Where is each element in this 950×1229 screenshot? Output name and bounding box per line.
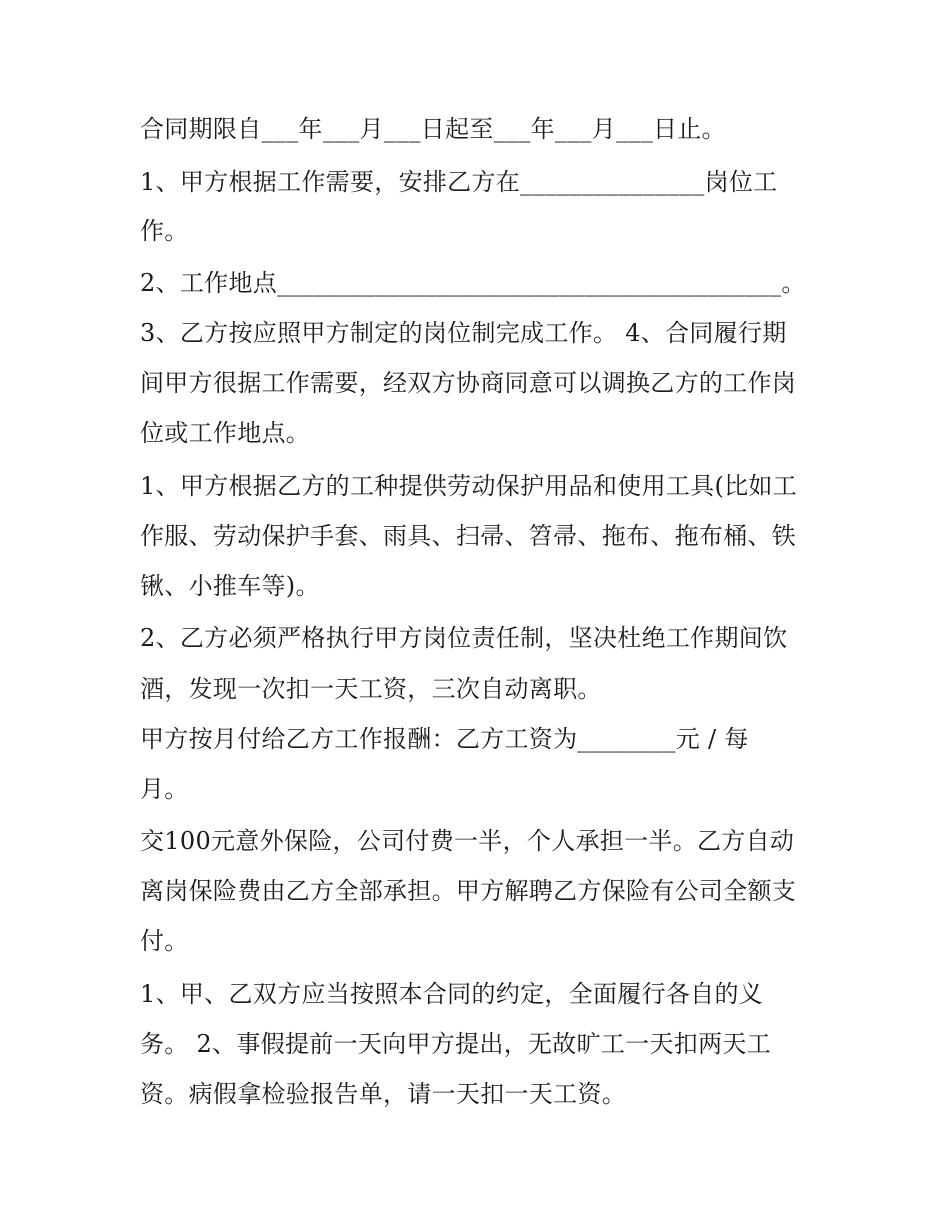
text-line: 1、甲方根据工作需要，安排乙方在_______________岗位工 xyxy=(140,168,778,196)
text-line: 作。 xyxy=(140,217,189,245)
text-line: 酒，发现一次扣一天工资，三次自动离职。 xyxy=(140,675,602,703)
text-line: 离岗保险费由乙方全部承担。甲方解聘乙方保险有公司全额支 xyxy=(140,877,797,905)
text-line: 位或工作地点。 xyxy=(140,419,311,447)
text-line: 间甲方很据工作需要，经双方协商同意可以调换乙方的工作岗 xyxy=(140,369,797,397)
contract-term-line: 合同期限自___年___月___日起至___年___月___日止。 xyxy=(140,115,726,143)
text-line: 付。 xyxy=(140,927,189,955)
text-line: 资。病假拿检验报告单，请一天扣一天工资。 xyxy=(140,1080,626,1108)
text-line: 2、乙方必须严格执行甲方岗位责任制，坚决杜绝工作期间饮 xyxy=(140,624,788,652)
text-line: 务。 2、事假提前一天向甲方提出，无故旷工一天扣两天工 xyxy=(140,1030,771,1058)
text-line: 3、乙方按应照甲方制定的岗位制完成工作。 4、合同履行期 xyxy=(140,319,787,347)
text-line: 2、工作地点_________________________________________。 xyxy=(140,269,806,297)
text-line: 作服、劳动保护手套、雨具、扫帚、笤帚、拖布、拖布桶、铁 xyxy=(140,522,797,550)
text-line: 锹、小推车等)。 xyxy=(140,572,320,600)
salary-line: 甲方按月付给乙方工作报酬：乙方工资为________元 / 每 xyxy=(140,725,749,753)
text-line: 1、甲、乙双方应当按照本合同的约定，全面履行各自的义 xyxy=(140,980,764,1008)
insurance-line: 交100元意外保险，公司付费一半，个人承担一半。乙方自动 xyxy=(140,827,795,855)
text-line: 1、甲方根据乙方的工种提供劳动保护用品和使用工具(比如工 xyxy=(140,472,798,500)
text-line: 月。 xyxy=(140,775,189,803)
